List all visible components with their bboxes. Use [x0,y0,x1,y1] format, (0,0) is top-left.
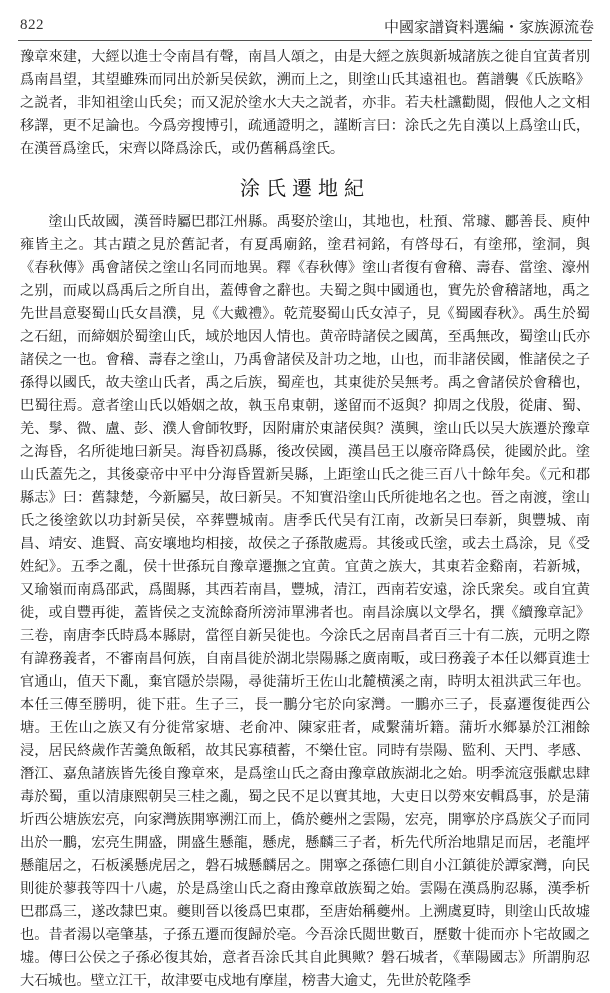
header-rule [18,40,592,41]
page-number: 822 [20,17,44,33]
running-title: 中國家譜資料選編・家族源流卷 [383,18,594,36]
page-body [20,46,590,993]
body-paragraph: 塗山氏故國，漢晉時屬巴郡江州縣。禹娶於塗山，其地也，杜預、常璩、酈善長、庾仲雍皆主之。其古蹟之見於舊記者，有夏禹廟銘，塗君祠銘，有啓母石，有塗郉，塗洞，與《春秋傳》禹會諸侯之塗山名同而地異。釋《春秋傳》塗山者復有會稽、壽春、當塗、濠州之别，而咸以爲禹后之所自出，蓋傅會之辭也。夫蜀之與中國通也，實先於會稽諸地，禹之先世昌意娶蜀山氏女昌濮，見《大戴禮》。乾荒娶蜀山氏女淖子，見《蜀國春秋》。禹生於蜀之石紐，而締姻於蜀塗山氏，域於地因人情也。黄帝時諸侯之國萬，至禹無改，蜀塗山氏亦諸侯之一也。會稽、壽春之塗山，乃禹會諸侯及計功之地，山也，而非諸侯國，惟諸侯之子孫得以國氏，故夫塗山氏者，禹之后族，蜀産也，其東徙於吴無考。禹之會諸侯於會稽也，巴蜀往焉。意者塗山氏以婚姻之故，執玉帛東朝，遂留而不返與？抑周之伐殷，從庸、蜀、羌、髳、微、盧、彭、濮人會師牧野，因附庸於東諸侯與？漢興，塗山氏以吴大族遷於豫章之海昏，名所徙地曰新吴。海昏初爲縣，後改侯國，漢昌邑王以廢帝降爲侯，徙國於此。塗山氏蓋先之，其後豪帝中平中分海昏置新吴縣，上距塗山氏之徙三百八十餘年矣。《元和郡縣志》曰：舊隸楚，今新屬吴，故曰新吴。不知實沿塗山氏所徙地名之也。晉之南渡，塗山氏之後塗欽以功封新吴侯，卒葬豐城南。唐季氏代吴有江南，改新吴曰奉新，與豐城、南昌、靖安、進賢、高安壤地均相接，故侯之子孫散處焉。其後或氏塗，或去土爲涂，見《受姓紀》。五季之亂，侯十世孫玩自豫章遷撫之宜黄。宜黄之族大，其東若金谿南，若新城，又瑜嶺而南爲邵武，爲閩縣，其西若南昌，豐城，清江，西南若安遠，涂氏衆矣。或自宜黄徙，或自豐再徙，蓋皆侯之支流餘裔所滂沛單沸者也。南昌涂廙以文學名，撰《續豫章記》三卷，南唐李氏時爲本縣尉，當徑自新吴徙也。今涂氏之居南昌者百三十有二族，元明之際有諱務義者，不審南昌何族，自南昌徙於湖北崇陽縣之廣南畈，或曰務義子本任以郷貢進士官通山，值天下亂，棄官隱於崇陽，尋徙蒲圻王佐山北麓横溪之南，時明太祖洪武三年也。本任三傳至勝明，徙下莊。生子三，長一鵬分宅於向家灣。一鵬亦三子，長嘉遷復徙西公塘。王佐山之族又有分徙常家塘、老俞冲、陳家莊者，咸繫蒲圻籍。蒲圻水鄉暴於江湘餘浸，居民終歲作苦羹魚飯稻，故其民寡積蓄，不樂仕宦。同時有崇陽、監利、天門、孝感、潛江、嘉魚諸族皆先後自豫章來，是爲塗山氏之裔由豫章啟族湖北之始。明季流寇張獻忠肆毒於蜀，重以清康熙朝吴三桂之亂，蜀之民不足以實其地，大吏日以勞來安輯爲事，於是蒲圻西公塘族宏亮，向家灣族開寧溯江而上，僑於夔州之雲陽，宏亮，開寧於序爲族父子而同出於一鵬，宏亮生開盛，開盛生懸龍，懸虎，懸麟三子者，析先代所治地鼎足而居，老龍坪懸龍居之，石板溪懸虎居之，磐石城懸麟居之。開寧之孫德仁則自小江鎮徙於譚家灣，向民則徙於蓼莪等四十八處，於是爲塗山氏之裔由豫章啟族蜀之始。雲陽在漢爲朐忍縣，漢季析巴郡爲三，遂改隸巴東。夔則晉以後爲巴東郡，至唐始稱夔州。上溯虞夏時，則塗山氏故墟也。昔者湯以亳肇基，子孫五遷而復歸於亳。今吾涂氏閲世數百，歷數十徙而亦卜宅故國之墟。傳曰公侯之子孫必復其始，意者吾涂氏其自此興歟？磐石城者，《華陽國志》所謂朐忍大石城也。壁立江干，故津要屯戍地有摩崖，榜書大逾丈，先世於乾隆季 [20,214,590,989]
section-title: 涂氏遷地紀 [240,176,370,200]
page-header [0,0,610,40]
intro-paragraph: 豫章來建，大經以進士令南昌有聲，南昌人頌之，由是大經之族與新城諸族之徙自宜黃者別爲南昌望，其望雖殊而同出於新吴侯欽，溯而上之，則塗山氏其遠祖也。舊譜襲《氏族略》之説者，非知祖塗山氏矣；而又泥於塗水大夫之説者，亦非。若夫杜讜勸閲，假他人之文相移譯，更不足論也。今爲旁搜博引，疏通證明之，謹断言曰：涂氏之先自漢以上爲塗山氏，在漢晉爲塗氏，宋齊以降爲涂氏，或仍舊稱爲塗氏。 [20,49,590,157]
